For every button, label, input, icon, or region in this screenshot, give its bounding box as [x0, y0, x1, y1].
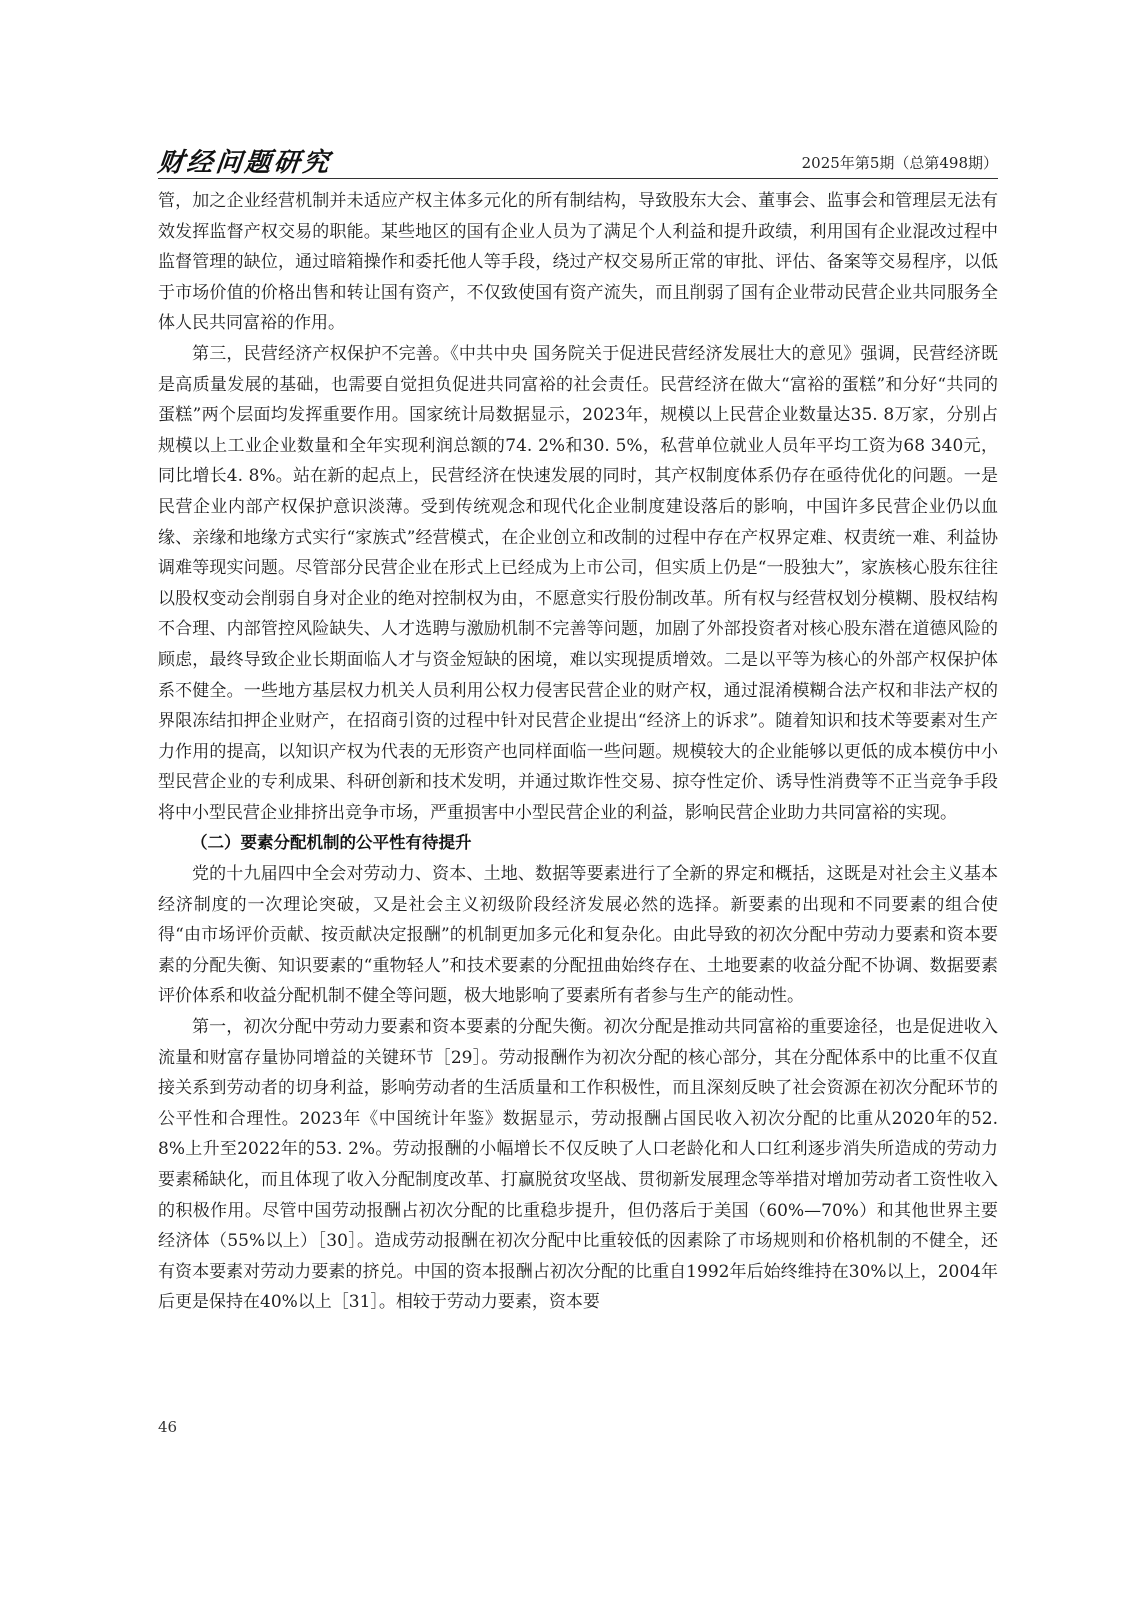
page-header: [158, 140, 998, 184]
paragraph-factor-distribution: 党的十九届四中全会对劳动力、资本、土地、数据等要素进行了全新的界定和概括，这既是对社会主义基本经济制度的一次理论突破，又是社会主义初级阶段经济发展必然的选择。新要素的出现和不同要素的组合使得“由市场评价贡献、按贡献决定报酬”的机制更加多元化和复杂化。由此导致的初次分配中劳动力要素和资本要素的分配失衡、知识要素的“重物轻人”和技术要素的分配扭曲始终存在、土地要素的收益分配不协调、数据要素评价体系和收益分配机制不健全等问题，极大地影响了要素所有者参与生产的能动性。: [158, 864, 998, 1007]
paragraph-primary-distribution: 第一，初次分配中劳动力要素和资本要素的分配失衡。初次分配是推动共同富裕的重要途径，也是促进收入流量和财富存量协同增益的关键环节［29］。劳动报酬作为初次分配的核心部分，其在分配体系中的比重不仅直接关系到劳动者的切身利益，影响劳动者的生活质量和工作积极性，而且深刻反映了社会资源在初次分配环节的公平性和合理性。2023年《中国统计年鉴》数据显示，劳动报酬占国民收入初次分配的比重从2020年的52. 8%上升至2022年的53. 2%。劳动报酬的小幅增长不仅反映了人口老龄化和人口红利逐步消失所造成的劳动力要素稀缺化，而且体现了收入分配制度改革、打赢脱贫攻坚战、贯彻新发展理念等举措对增加劳动者工资性收入的积极作用。尽管中国劳动报酬占初次分配的比重稳步提升，但仍落后于美国（60%—70%）和其他世界主要经济体（55%以上）［30］。造成劳动报酬在初次分配中比重较低的因素除了市场规则和价格机制的不健全，还有资本要素对劳动力要素的挤兑。中国的资本报酬占初次分配的比重自1992年后始终维持在30%以上，2004年后更是保持在40%以上［31］。相较于劳动力要素，资本要: [158, 1017, 998, 1313]
issue-info: 2025年第5期（总第498期）: [801, 154, 998, 172]
page-number: 46: [158, 1418, 178, 1436]
paragraph-continued: 管，加之企业经营机制并未适应产权主体多元化的所有制结构，导致股东大会、董事会、监事会和管理层无法有效发挥监督产权交易的职能。某些地区的国有企业人员为了满足个人利益和提升政绩，利用国有企业混改过程中监督管理的缺位，通过暗箱操作和委托他人等手段，绕过产权交易所正常的审批、评估、备案等交易程序，以低于市场价值的价格出售和转让国有资产，不仅致使国有资产流失，而且削弱了国有企业带动民营企业共同服务全体人民共同富裕的作用。: [158, 191, 998, 334]
section-subheading: （二）要素分配机制的公平性有待提升: [191, 833, 472, 853]
paragraph-private-economy: 第三，民营经济产权保护不完善。《中共中央 国务院关于促进民营经济发展壮大的意见》强调，民营经济既是高质量发展的基础，也需要自觉担负促进共同富裕的社会责任。民营经济在做大“富裕的蛋糕”和分好“共同的蛋糕”两个层面均发挥重要作用。国家统计局数据显示，2023年，规模以上民营企业数量达35. 8万家，分别占规模以上工业企业数量和全年实现利润总额的74. 2%和30. 5%，私营单位就业人员年平均工资为68 340元，同比增长4. 8%。站在新的起点上，民营经济在快速发展的同时，其产权制度体系仍存在亟待优化的问题。一是民营企业内部产权保护意识淡薄。受到传统观念和现代化企业制度建设落后的影响，中国许多民营企业仍以血缘、亲缘和地缘方式实行“家族式”经营模式，在企业创立和改制的过程中存在产权界定难、权责统一难、利益协调难等现实问题。尽管部分民营企业在形式上已经成为上市公司，但实质上仍是“一股独大”，家族核心股东往往以股权变动会削弱自身对企业的绝对控制权为由，不愿意实行股份制改革。所有权与经营权划分模糊、股权结构不合理、内部管控风险缺失、人才选聘与激励机制不完善等问题，加剧了外部投资者对核心股东潜在道德风险的顾虑，最终导致企业长期面临人才与资金短缺的困境，难以实现提质增效。二是以平等为核心的外部产权保护体系不健全。一些地方基层权力机关人员利用公权力侵害民营企业的财产权，通过混淆模糊合法产权和非法产权的界限冻结扣押企业财产，在招商引资的过程中针对民营企业提出“经济上的诉求”。随着知识和技术等要素对生产力作用的提高，以知识产权为代表的无形资产也同样面临一些问题。规模较大的企业能够以更低的成本模仿中小型民营企业的专利成果、科研创新和技术发明，并通过欺诈性交易、掠夺性定价、诱导性消费等不正当竞争手段将中小型民营企业排挤出竞争市场，严重损害中小型民营企业的利益，影响民营企业助力共同富裕的实现。: [158, 343, 998, 823]
article-body: [158, 186, 998, 1318]
header-rule: [158, 178, 998, 179]
journal-logo: 财经问题研究: [156, 148, 334, 178]
